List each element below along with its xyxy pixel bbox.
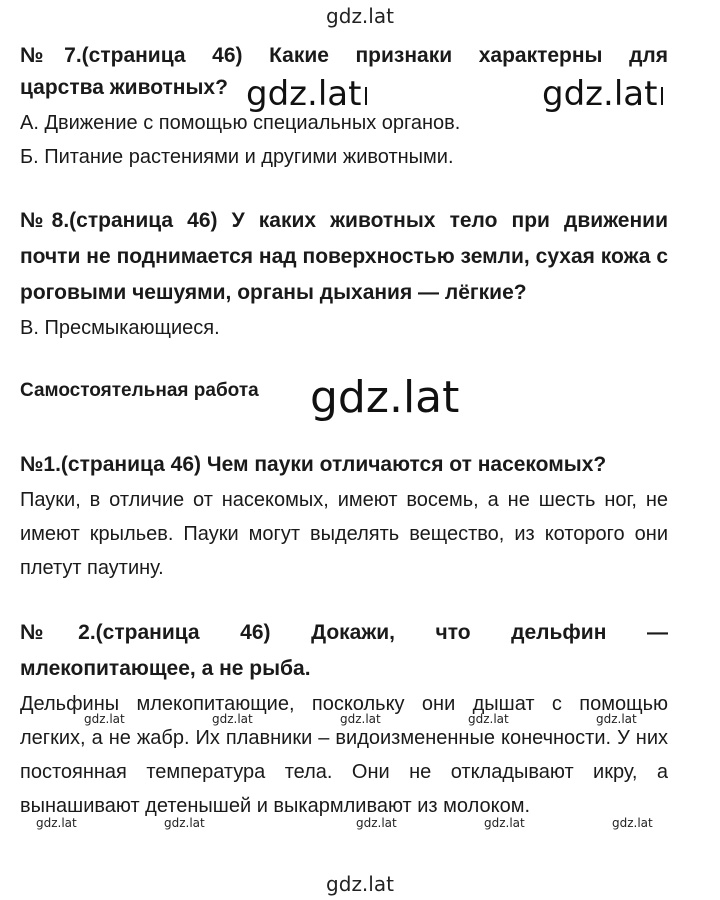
- question-7-answer-a: А. Движение с помощью специальных органов.: [20, 112, 461, 134]
- watermark-small: gdz.lat: [164, 816, 205, 830]
- section-title: Самостоятельная работа: [20, 380, 259, 401]
- task-2-answer: Дельфины млекопитающие, поскольку они дышат с помощью легких, а не жабр. Их плавники – видоизмененные конечности. У них постоянная температура тела. Они не откладывают икру, а вынашивают детенышей и выкармливают из молоком.: [20, 693, 668, 817]
- question-8-answer: В. Пресмыкающиеся.: [20, 317, 220, 339]
- watermark-big-2: gdz.lat: [542, 74, 663, 114]
- question-7-title-line1: №7.(страница 46) Какие признаки характерны для: [20, 44, 668, 67]
- watermark-bottom: gdz.lat: [326, 872, 394, 896]
- watermark-small: gdz.lat: [484, 816, 525, 830]
- watermark-small: gdz.lat: [84, 712, 125, 726]
- question-7-title-line2: царства животных?: [20, 76, 228, 99]
- watermark-big-3: gdz.lat: [310, 372, 460, 423]
- watermark-big-1: gdz.lat: [246, 74, 367, 114]
- question-8-title: №8.(страница 46) У каких животных тело при движении почти не поднимается над поверхностью земли, сухая кожа с роговыми чешуями, органы дыхания — лёгкие?: [20, 209, 668, 304]
- watermark-small: gdz.lat: [212, 712, 253, 726]
- question-8: [20, 203, 668, 345]
- watermark-small: gdz.lat: [596, 712, 637, 726]
- task-2-title-line2: млекопитающее, а не рыба.: [20, 657, 311, 680]
- task-1: [20, 447, 668, 585]
- watermark-small: gdz.lat: [468, 712, 509, 726]
- watermark-small: gdz.lat: [36, 816, 77, 830]
- question-7-answer-b: Б. Питание растениями и другими животными.: [20, 146, 454, 168]
- watermark-small: gdz.lat: [612, 816, 653, 830]
- task-1-answer: Пауки, в отличие от насекомых, имеют восемь, а не шесть ног, не имеют крыльев. Пауки могут выделять вещество, из которого они плетут паутину.: [20, 489, 668, 579]
- task-2-title-line1: №2.(страница 46) Докажи, что дельфин —: [20, 621, 668, 644]
- watermark-small: gdz.lat: [356, 816, 397, 830]
- task-1-title: №1.(страница 46) Чем пауки отличаются от насекомых?: [20, 453, 607, 476]
- watermark-top: gdz.lat: [326, 4, 394, 28]
- watermark-small: gdz.lat: [340, 712, 381, 726]
